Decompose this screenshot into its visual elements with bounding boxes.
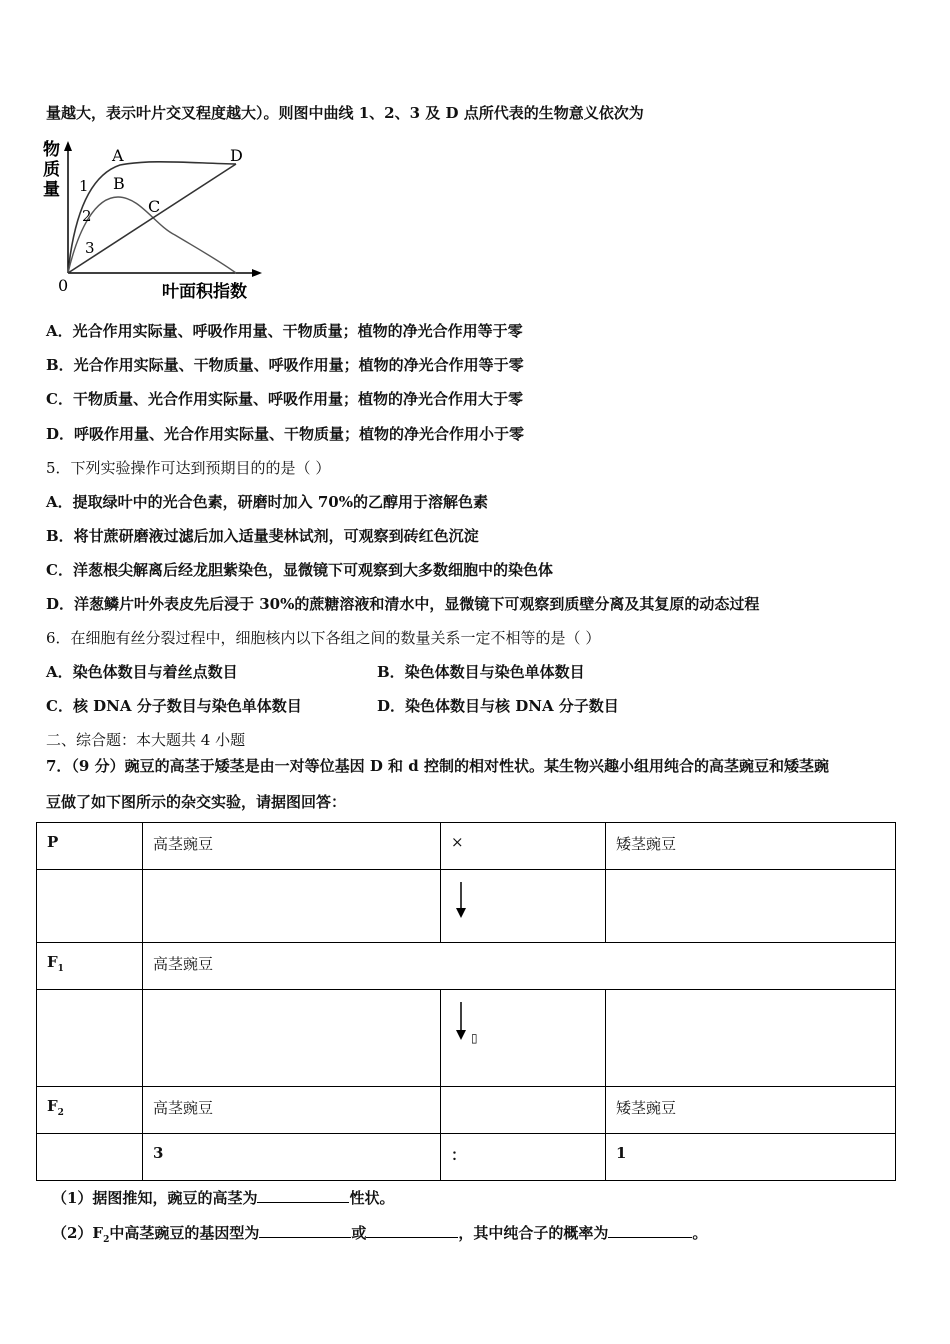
- q7-stem-line1: 7．（9 分）豌豆的高茎于矮茎是由一对等位基因 D 和 d 控制的相对性状。某生物兴趣小组用纯合的高茎豌豆和矮茎豌: [46, 757, 829, 775]
- q6-stem: 6．在细胞有丝分裂过程中，细胞核内以下各组之间的数量关系一定不相等的是（ ）: [46, 629, 601, 647]
- point-d-label: D: [230, 146, 243, 165]
- self-cross-symbol: ▯: [471, 1031, 478, 1045]
- sub2-suffix: 。: [692, 1224, 708, 1242]
- cross-symbol: ×: [441, 823, 606, 870]
- x-axis-label: 叶面积指数: [162, 282, 247, 302]
- cross-experiment-table: [36, 822, 896, 1181]
- y-label-1: 物: [43, 140, 60, 160]
- empty-cell: [143, 870, 441, 943]
- point-a-label: A: [112, 146, 124, 165]
- sub1-suffix: 性状。: [349, 1189, 395, 1207]
- p-tall-cell: 高茎豌豆: [143, 823, 441, 870]
- q4-option-b: B．光合作用实际量、干物质量、呼吸作用量；植物的净光合作用等于零: [46, 356, 524, 374]
- empty-cell: [37, 870, 143, 943]
- empty-cell: [37, 990, 143, 1087]
- q7-stem-line2: 豆做了如下图所示的杂交实验，请据图回答：: [46, 793, 347, 811]
- ratio-colon: ：: [441, 1134, 606, 1181]
- p-label: P: [37, 823, 143, 870]
- answer-blank-4[interactable]: [608, 1223, 692, 1238]
- ratio-left: 3: [143, 1134, 441, 1181]
- table-row: [37, 870, 896, 943]
- f1-subscript: 1: [57, 964, 64, 974]
- q6-option-c: C．核 DNA 分子数目与染色单体数目: [46, 697, 302, 715]
- y-label-3: 量: [43, 180, 60, 200]
- f2-dwarf-cell: 矮茎豌豆: [606, 1087, 896, 1134]
- origin-label: 0: [58, 276, 69, 295]
- sub1-prefix: （1）据图推知，豌豆的高茎为: [52, 1189, 258, 1207]
- empty-cell: [606, 990, 896, 1087]
- curve-3-label: 3: [85, 239, 95, 257]
- q5-option-b: B．将甘蔗研磨液过滤后加入适量斐林试剂，可观察到砖红色沉淀: [46, 527, 479, 545]
- f2-tall-cell: 高茎豌豆: [143, 1087, 441, 1134]
- empty-cell: [37, 1134, 143, 1181]
- q7-subquestion-2: [52, 1222, 707, 1245]
- y-label-2: 质: [43, 160, 60, 180]
- sub2-text-2: 或: [351, 1224, 367, 1242]
- point-c-label: C: [148, 197, 161, 216]
- q6-option-b: B．染色体数目与染色单体数目: [377, 663, 585, 681]
- dry-matter-chart: [40, 135, 270, 305]
- f2-letter: F: [47, 1097, 58, 1115]
- p-dwarf-cell: 矮茎豌豆: [606, 823, 896, 870]
- q5-option-c: C．洋葱根尖解离后经龙胆紫染色，显微镜下可观察到大多数细胞中的染色体: [46, 561, 553, 579]
- f1-tall-cell: 高茎豌豆: [143, 943, 896, 990]
- q6-option-d: D．染色体数目与核 DNA 分子数目: [377, 697, 619, 715]
- table-row: [37, 1134, 896, 1181]
- q6-option-a: A．染色体数目与着丝点数目: [46, 663, 238, 681]
- table-row: [37, 990, 896, 1087]
- curve-1-label: 1: [79, 177, 89, 195]
- curve-2-label: 2: [82, 207, 92, 225]
- answer-blank-2[interactable]: [259, 1223, 351, 1238]
- q4-intro-text: 量越大，表示叶片交叉程度越大）。则图中曲线 1、2、3 及 D 点所代表的生物意义依次为: [46, 104, 644, 122]
- q7-subquestion-1: [52, 1187, 394, 1208]
- empty-cell: [143, 990, 441, 1087]
- arrow-cell-1: [441, 870, 606, 943]
- q4-option-d: D．呼吸作用量、光合作用实际量、干物质量；植物的净光合作用小于零: [46, 425, 525, 443]
- q5-option-d: D．洋葱鳞片叶外表皮先后浸于 30%的蔗糖溶液和清水中，显微镜下可观察到质壁分离及其复原的动态过程: [46, 595, 760, 613]
- answer-blank-1[interactable]: [257, 1188, 349, 1203]
- table-row: [37, 823, 896, 870]
- down-arrow-icon: [451, 880, 471, 920]
- arrow-cell-2: [441, 990, 606, 1087]
- ratio-right: 1: [606, 1134, 896, 1181]
- section-heading: 二、综合题：本大题共 4 小题: [46, 731, 246, 749]
- f2-subscript: 2: [57, 1108, 64, 1118]
- sub2-subscript: 2: [103, 1235, 110, 1245]
- sub2-text-1: 中高茎豌豆的基因型为: [109, 1224, 260, 1242]
- f1-letter: F: [47, 953, 58, 971]
- f2-label: [37, 1087, 143, 1134]
- table-row: [37, 943, 896, 990]
- down-arrow-icon: [451, 1000, 471, 1042]
- empty-cell: [606, 870, 896, 943]
- q4-option-c: C．干物质量、光合作用实际量、呼吸作用量；植物的净光合作用大于零: [46, 390, 523, 408]
- x-axis-arrow: [252, 269, 262, 277]
- q4-option-a: A．光合作用实际量、呼吸作用量、干物质量；植物的净光合作用等于零: [46, 322, 523, 340]
- f1-label: [37, 943, 143, 990]
- answer-blank-3[interactable]: [366, 1223, 458, 1238]
- sub2-text-3: ，其中纯合子的概率为: [458, 1224, 609, 1242]
- sub2-prefix: （2）F: [52, 1224, 104, 1242]
- empty-cell: [441, 1087, 606, 1134]
- y-axis-arrow: [64, 141, 72, 151]
- table-row: [37, 1087, 896, 1134]
- point-b-label: B: [113, 174, 125, 193]
- q5-option-a: A．提取绿叶中的光合色素，研磨时加入 70%的乙醇用于溶解色素: [46, 493, 488, 511]
- q5-stem: 5．下列实验操作可达到预期目的的是（ ）: [46, 459, 331, 477]
